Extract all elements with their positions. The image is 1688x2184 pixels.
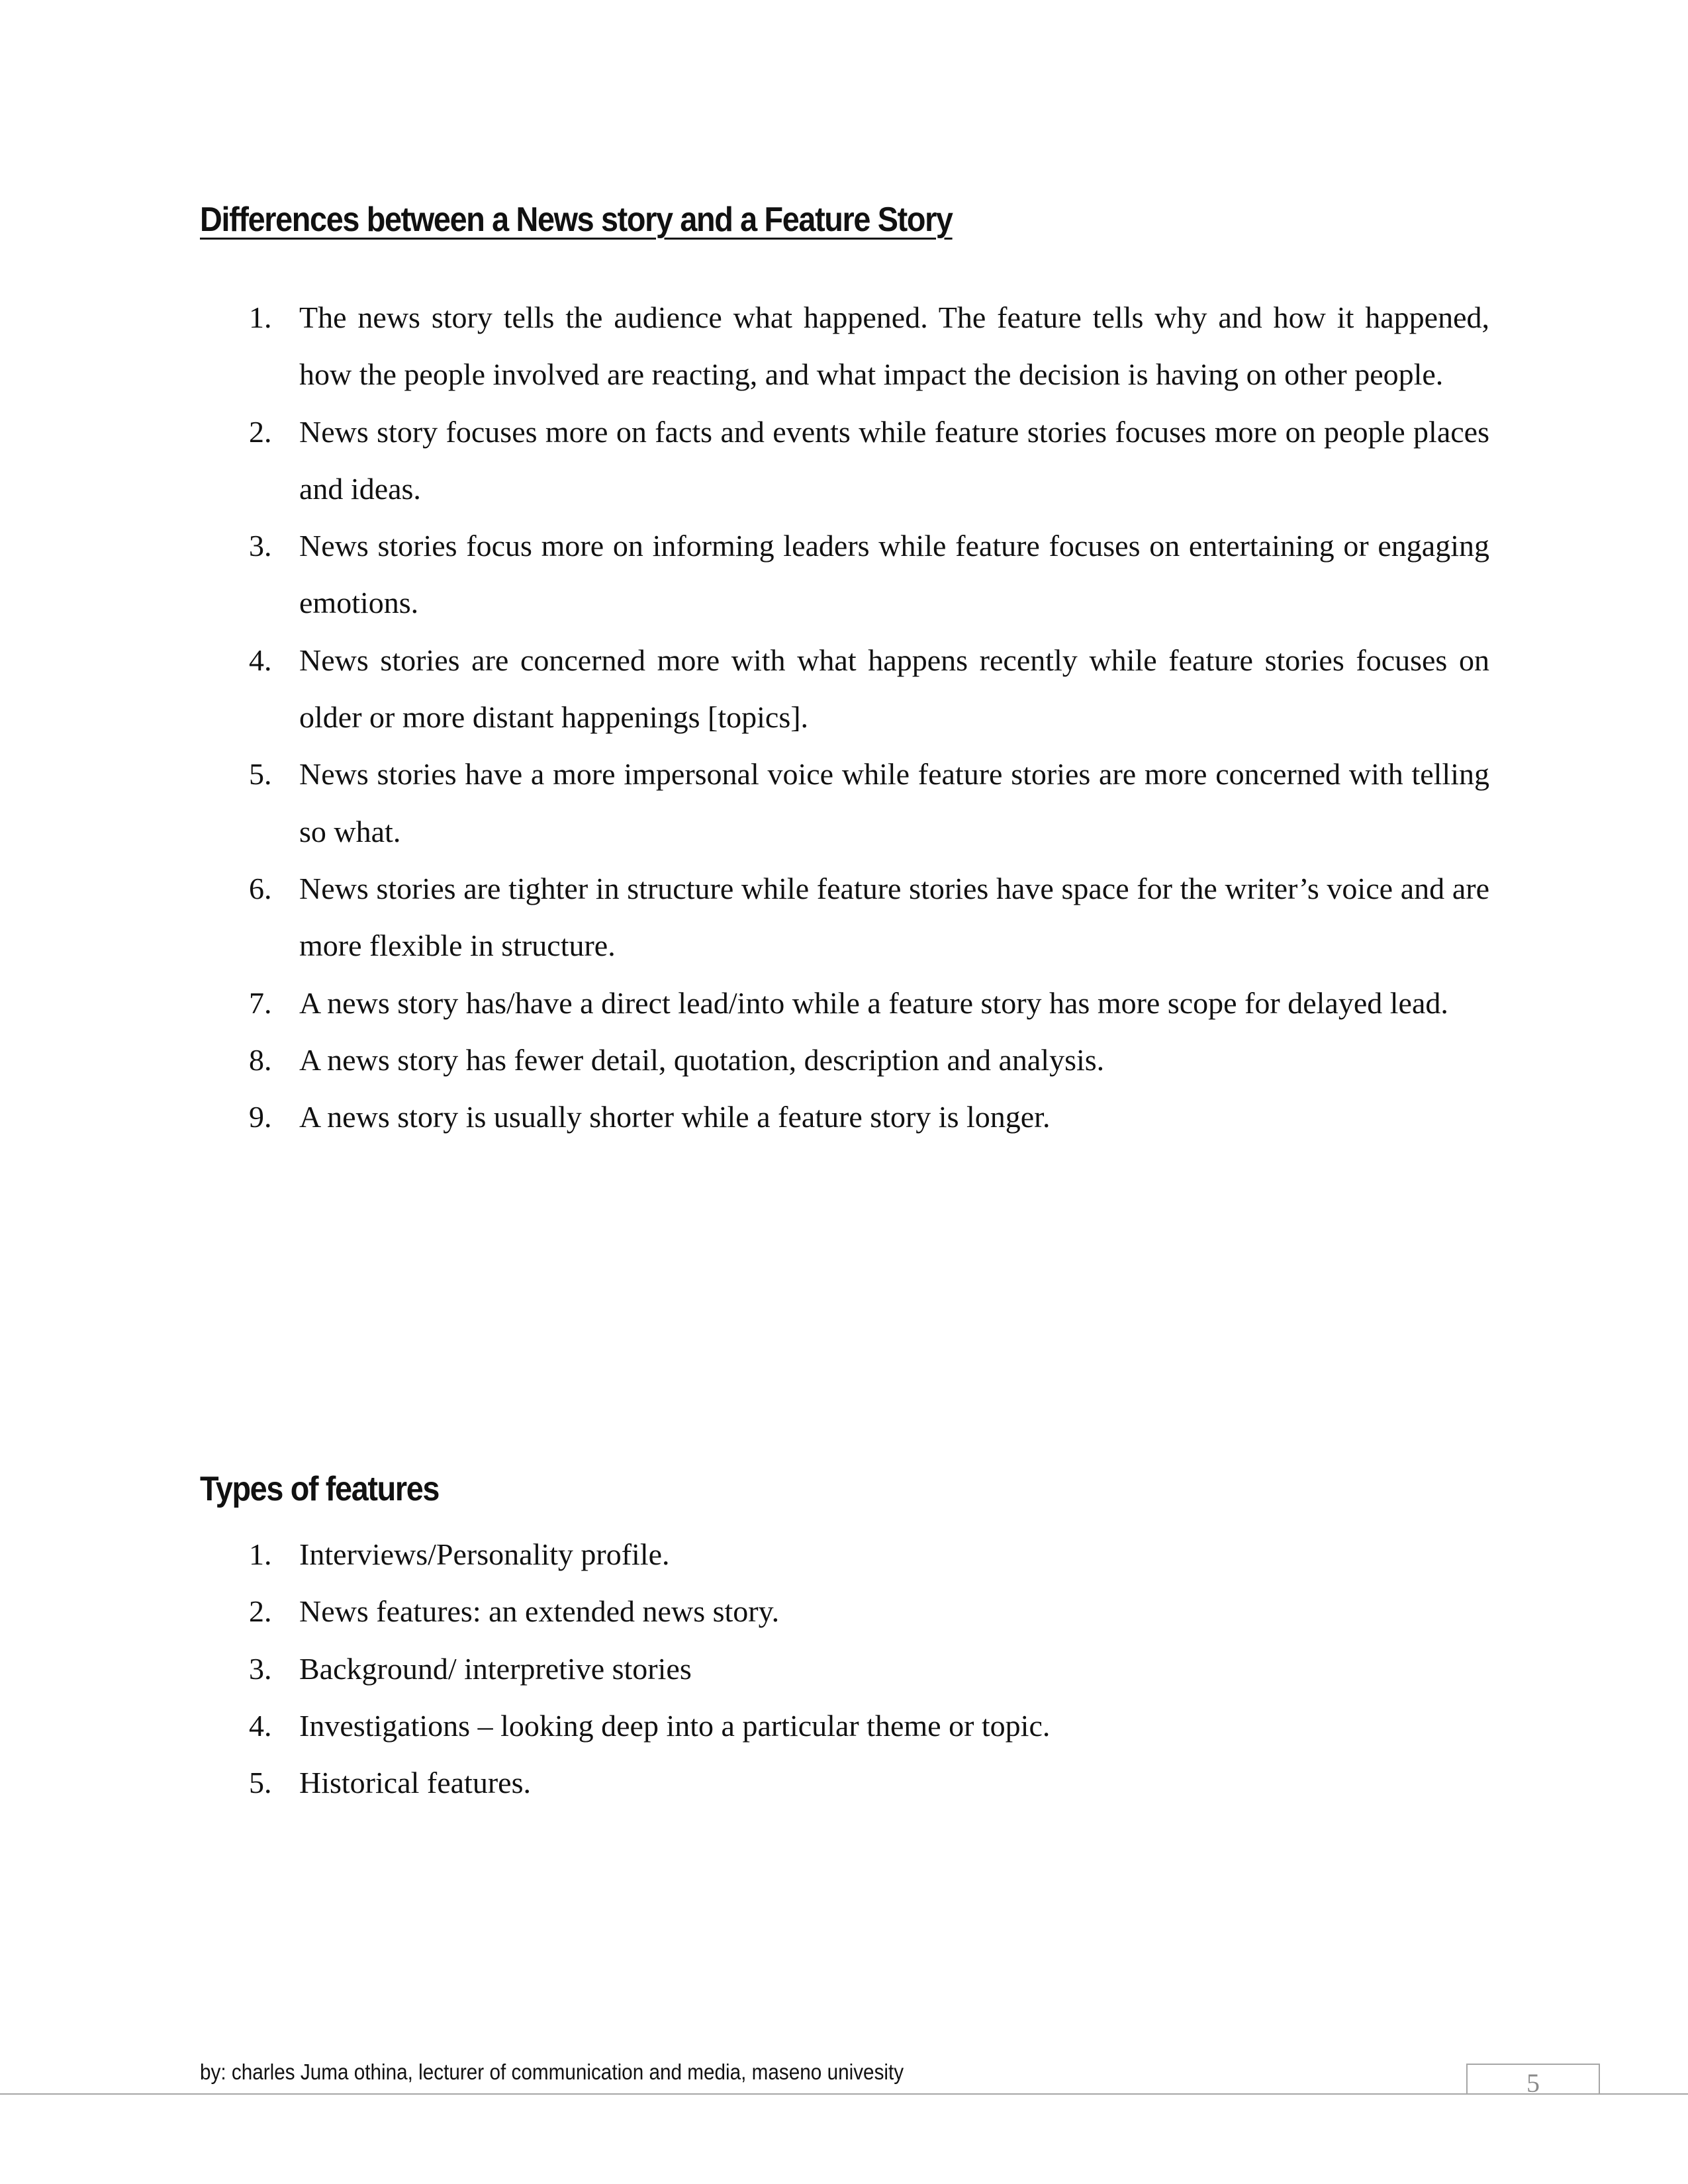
list-item xyxy=(200,1754,1489,1811)
list-item xyxy=(200,746,1489,860)
list-item xyxy=(200,860,1489,975)
list-item-text: News stories focus more on informing leaders while feature focuses on entertaining or engaging emotions. xyxy=(299,529,1489,620)
list-item-number: 3. xyxy=(249,529,272,563)
list-item-text: A news story is usually shorter while a feature story is longer. xyxy=(299,1100,1051,1134)
list-item xyxy=(200,1583,1489,1640)
list-item-text: News story focuses more on facts and events while feature stories focuses more on people places and ideas. xyxy=(299,414,1489,506)
list-item xyxy=(200,1089,1489,1146)
list-item-number: 2. xyxy=(249,414,272,449)
differences-list xyxy=(200,289,1489,1146)
list-item-text: Investigations – looking deep into a particular theme or topic. xyxy=(299,1708,1051,1743)
list-item-number: 9. xyxy=(249,1100,272,1134)
list-item xyxy=(200,289,1489,404)
list-item xyxy=(200,1032,1489,1089)
list-item-text: News features: an extended news story. xyxy=(299,1594,780,1629)
section-heading-differences: Differences between a News story and a Feature Story xyxy=(200,201,953,239)
list-item-text: Historical features. xyxy=(299,1766,531,1800)
list-item-text: A news story has fewer detail, quotation, description and analysis. xyxy=(299,1042,1105,1077)
list-item xyxy=(200,632,1489,747)
list-item-number: 3. xyxy=(249,1651,272,1686)
list-item xyxy=(200,1698,1489,1754)
list-item-text: News stories are tighter in structure while feature stories have space for the writer’s voice and are more flexible in structure. xyxy=(299,871,1489,963)
section-heading-types: Types of features xyxy=(200,1470,440,1508)
list-item-text: The news story tells the audience what happened. The feature tells why and how it happened, how the people involved are reacting, and what impact the decision is having on other people. xyxy=(299,300,1489,392)
list-item-number: 6. xyxy=(249,871,272,905)
list-item xyxy=(200,1641,1489,1698)
list-item-number: 1. xyxy=(249,300,272,334)
list-item xyxy=(200,1526,1489,1583)
list-item xyxy=(200,518,1489,632)
list-item-text: Interviews/Personality profile. xyxy=(299,1537,670,1571)
list-item-text: News stories have a more impersonal voice while feature stories are more concerned with telling so what. xyxy=(299,757,1489,848)
list-item xyxy=(200,975,1489,1032)
footer-author: by: charles Juma othina, lecturer of communication and media, maseno univesity xyxy=(200,2060,904,2084)
list-item-number: 1. xyxy=(249,1537,272,1571)
page-number-box xyxy=(1466,2064,1600,2098)
list-item-text: Background/ interpretive stories xyxy=(299,1651,692,1686)
list-item-number: 5. xyxy=(249,1766,272,1800)
list-item-number: 4. xyxy=(249,1708,272,1743)
list-item-text: A news story has/have a direct lead/into while a feature story has more scope for delayed lead. xyxy=(299,985,1448,1020)
list-item-number: 7. xyxy=(249,985,272,1020)
list-item-number: 5. xyxy=(249,757,272,792)
footer-divider xyxy=(0,2093,1688,2095)
page-number: 5 xyxy=(1526,2068,1540,2098)
types-list xyxy=(200,1526,1489,1811)
list-item xyxy=(200,404,1489,518)
list-item-number: 8. xyxy=(249,1042,272,1077)
list-item-number: 2. xyxy=(249,1594,272,1629)
list-item-number: 4. xyxy=(249,643,272,677)
list-item-text: News stories are concerned more with what happens recently while feature stories focuses on older or more distant happenings [topics]. xyxy=(299,643,1489,735)
